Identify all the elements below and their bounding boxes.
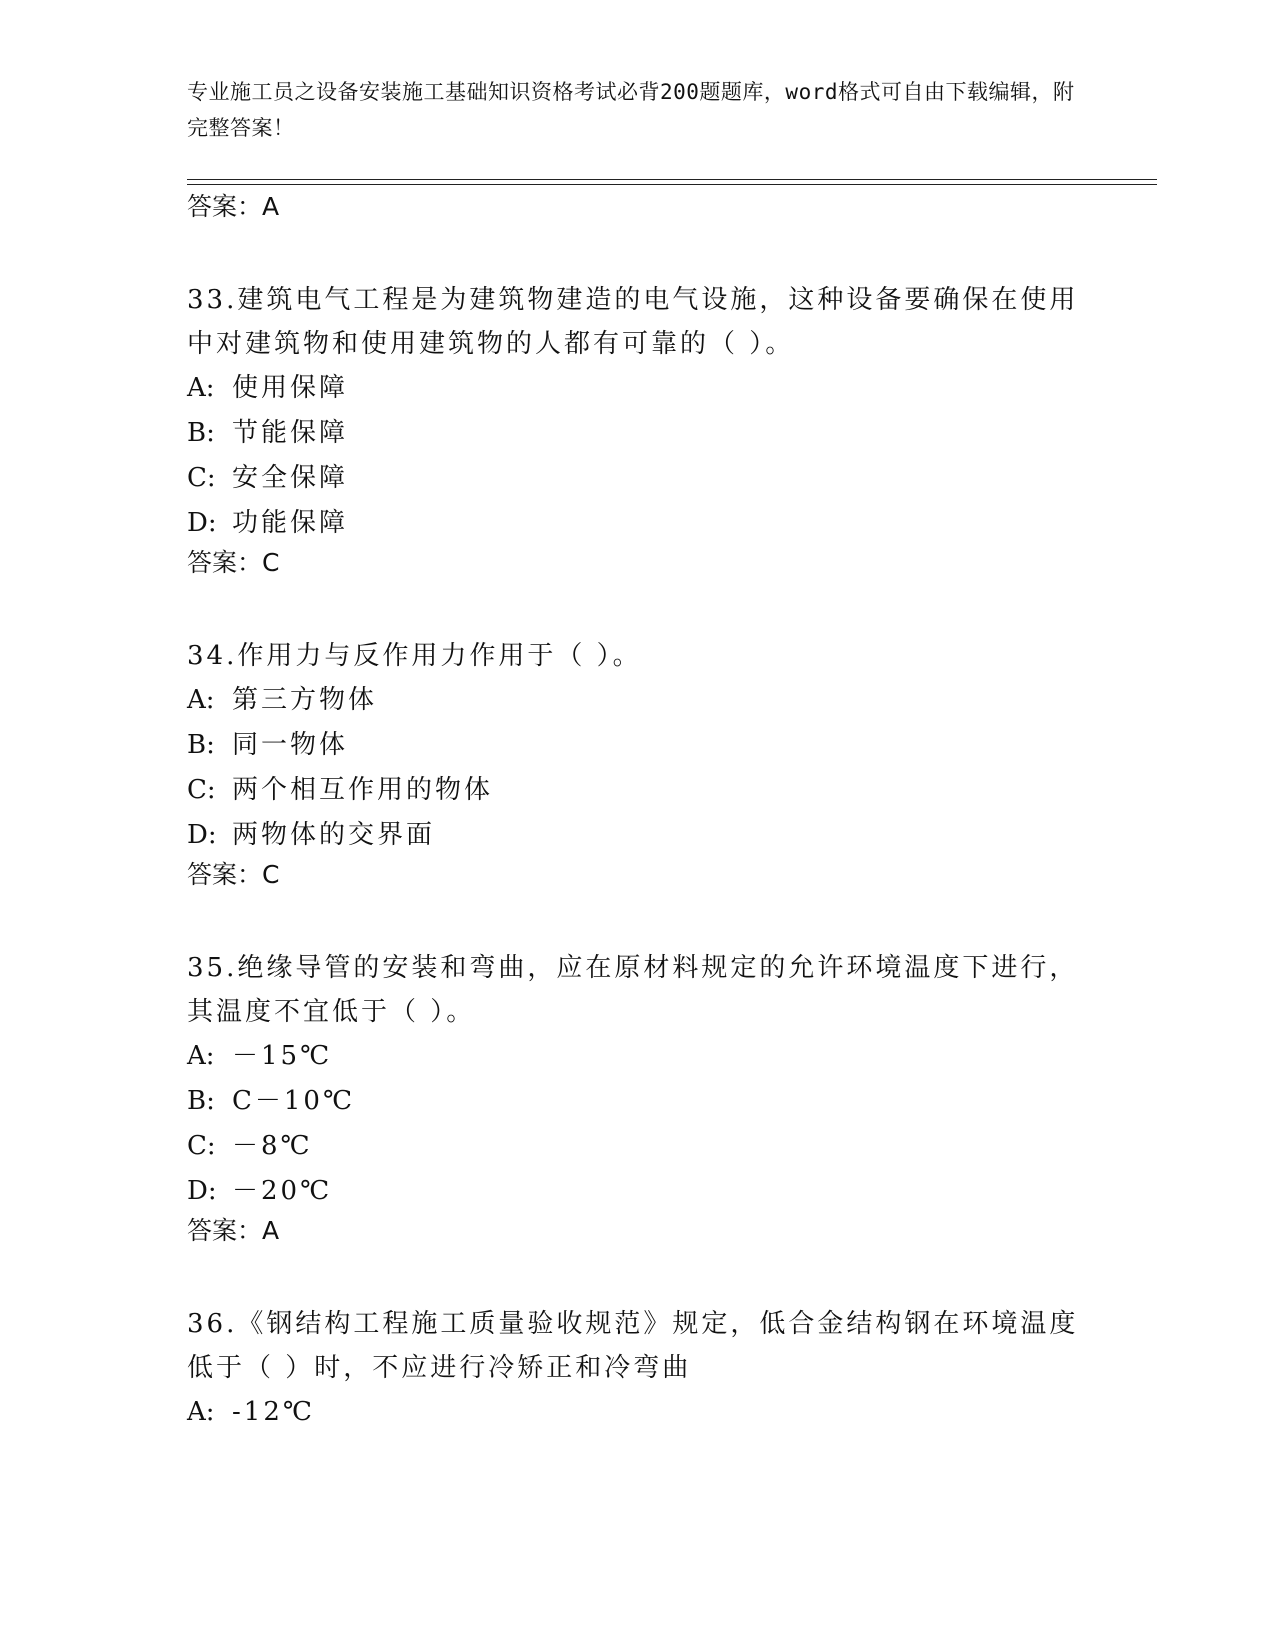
option-a-34 [187,678,1087,723]
header-rule-top [187,179,1157,180]
option-a-33 [187,366,1087,411]
document-header: 专业施工员之设备安装施工基础知识资格考试必背200题题库，word格式可自由下载编辑，附完整答案！ [187,80,1075,140]
option-letter: C: [187,775,216,805]
option-text: －15℃ [232,1041,333,1071]
option-b-33 [187,411,1087,456]
option-text: 两物体的交界面 [232,820,436,850]
option-d-35 [187,1169,1087,1214]
option-letter: B: [187,418,215,448]
option-letter: D: [187,508,217,538]
question-block-36 [187,1302,1087,1435]
option-text: －8℃ [232,1131,313,1161]
option-letter: C: [187,463,216,493]
spacer [187,224,1087,278]
option-b-34 [187,723,1087,768]
spacer [187,1248,1087,1302]
option-c-34 [187,768,1087,813]
option-b-35 [187,1079,1087,1124]
option-letter: A: [187,1041,215,1071]
option-letter: B: [187,1086,215,1116]
option-letter: A: [187,685,215,715]
answer-q32: 答案：A [187,192,280,221]
option-text: 安全保障 [232,463,349,493]
question-text-33: 33.建筑电气工程是为建筑物建造的电气设施，这种设备要确保在使用中对建筑物和使用建筑物的人都有可靠的（ ）。 [187,285,1079,359]
option-letter: A: [187,373,215,403]
answer-q34: 答案：C [187,860,280,889]
option-text: 两个相互作用的物体 [232,775,494,805]
option-text: 第三方物体 [232,685,378,715]
header-rule-bottom [187,184,1157,185]
question-block-35 [187,946,1087,1248]
option-d-34 [187,813,1087,858]
option-text: 使用保障 [232,373,349,403]
answer-q35: 答案：A [187,1216,280,1245]
question-block-33 [187,278,1087,580]
answer-q33: 答案：C [187,548,280,577]
option-c-35 [187,1124,1087,1169]
option-text: -12℃ [232,1397,315,1427]
question-list [187,190,1087,1435]
option-a-35 [187,1034,1087,1079]
option-letter: C: [187,1131,216,1161]
option-text: 功能保障 [232,508,349,538]
question-text-34: 34.作用力与反作用力作用于（ ）。 [187,641,642,671]
option-text: －20℃ [232,1176,333,1206]
spacer [187,580,1087,634]
option-text: 节能保障 [232,418,349,448]
option-text: 同一物体 [232,730,349,760]
spacer [187,892,1087,946]
option-d-33 [187,501,1087,546]
question-text-35: 35.绝缘导管的安装和弯曲，应在原材料规定的允许环境温度下进行，其温度不宜低于（ ）。 [187,953,1079,1027]
option-letter: B: [187,730,215,760]
option-letter: D: [187,1176,217,1206]
option-text: C－10℃ [232,1086,356,1116]
option-letter: A: [187,1397,215,1427]
question-block-34 [187,634,1087,892]
option-a-36 [187,1390,1087,1435]
question-text-36: 36.《钢结构工程施工质量验收规范》规定，低合金结构钢在环境温度低于（ ）时，不应进行冷矫正和冷弯曲 [187,1309,1079,1383]
option-letter: D: [187,820,217,850]
option-c-33 [187,456,1087,501]
